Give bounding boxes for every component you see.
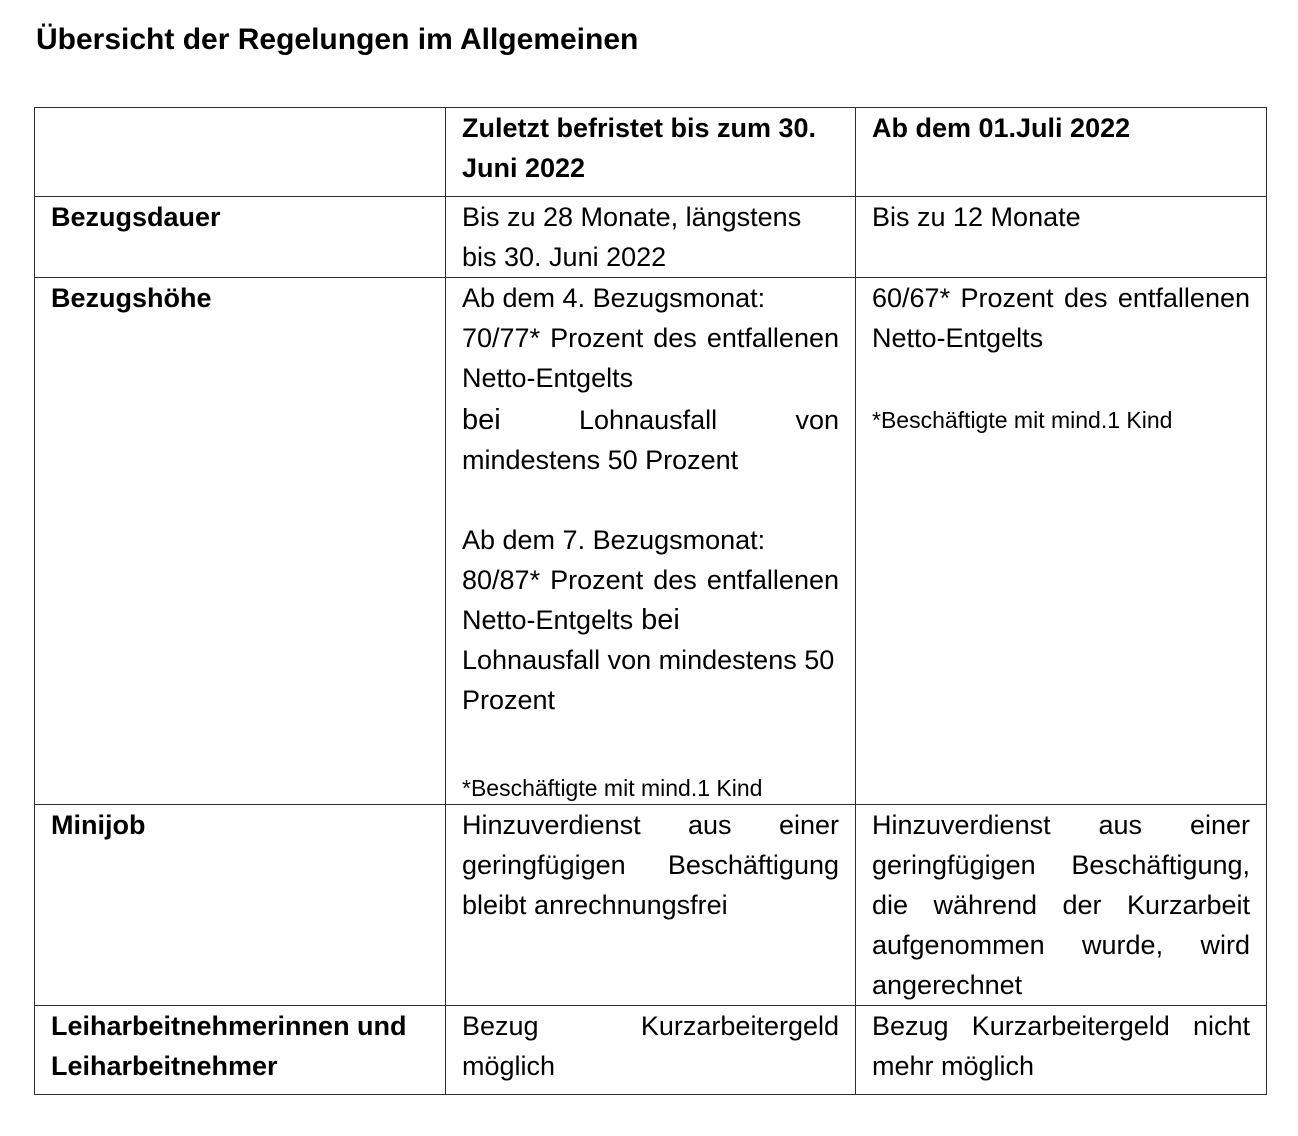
bezugshoehe-old [446,278,856,805]
bezugshoehe-new-text: 60/67* Prozent des entfallenen Netto-Entgelts [872,283,1250,353]
bezugshoehe-old-p2-line3: Lohnausfall von mindestens 50 Prozent [462,645,835,715]
header-new-rule: Ab dem 01.Juli 2022 [856,108,1267,197]
leiharbeit-new: Bezug Kurzarbeitergeld nicht mehr möglich [856,1006,1267,1095]
regulations-table [34,107,1267,1095]
row-label-leiharbeit: Leiharbeitnehmerinnen und Leiharbeitnehmer [35,1006,446,1095]
bezugshoehe-old-p2-line2: 80/87* Prozent des entfallenen Netto-Entgelts [462,565,839,635]
bezugshoehe-old-p1-line3-wrap [462,400,839,480]
bezugshoehe-old-p1-line2: 70/77* Prozent des entfallenen Netto-Entgelts [462,323,839,393]
table-header-row [35,108,1267,197]
bezugshoehe-old-p1-line1: Ab dem 4. Bezugsmonat: [462,283,766,313]
page-title: Übersicht der Regelungen im Allgemeinen [36,23,639,56]
bezugshoehe-old-p2-bei: bei [633,604,680,636]
row-label-minijob: Minijob [35,805,446,1006]
table-row [35,278,1267,805]
bezugshoehe-new-footnote: *Beschäftigte mit mind.1 Kind [872,407,1173,433]
header-empty-cell [35,108,446,197]
bezugsdauer-old: Bis zu 28 Monate, längstens bis 30. Juni 2022 [446,197,856,278]
header-old-rule: Zuletzt befristet bis zum 30. Juni 2022 [446,108,856,197]
leiharbeit-old: Bezug Kurzarbeitergeld möglich [446,1006,856,1095]
table-row [35,805,1267,1006]
bezugshoehe-new [856,278,1267,805]
table-row [35,197,1267,278]
bezugshoehe-old-p2-line1: Ab dem 7. Bezugsmonat: [462,525,766,555]
minijob-old: Hinzuverdienst aus einer geringfügigen Beschäftigung bleibt anrechnungsfrei [446,805,856,1006]
row-label-bezugshoehe: Bezugshöhe [35,278,446,805]
bezugshoehe-old-p1-line3: Lohnausfall von mindestens 50 Prozent [462,405,839,475]
bezugshoehe-old-p2-line2-wrap [462,560,839,640]
bezugsdauer-new: Bis zu 12 Monate [856,197,1267,278]
table-row [35,1006,1267,1095]
row-label-bezugsdauer: Bezugsdauer [35,197,446,278]
minijob-new: Hinzuverdienst aus einer geringfügigen Beschäftigung, die während der Kurzarbeit aufgenommen wurde, wird angerechnet [856,805,1267,1006]
bezugshoehe-old-footnote: *Beschäftigte mit mind.1 Kind [462,775,763,801]
bezugshoehe-old-p1-bei: bei [462,404,501,436]
